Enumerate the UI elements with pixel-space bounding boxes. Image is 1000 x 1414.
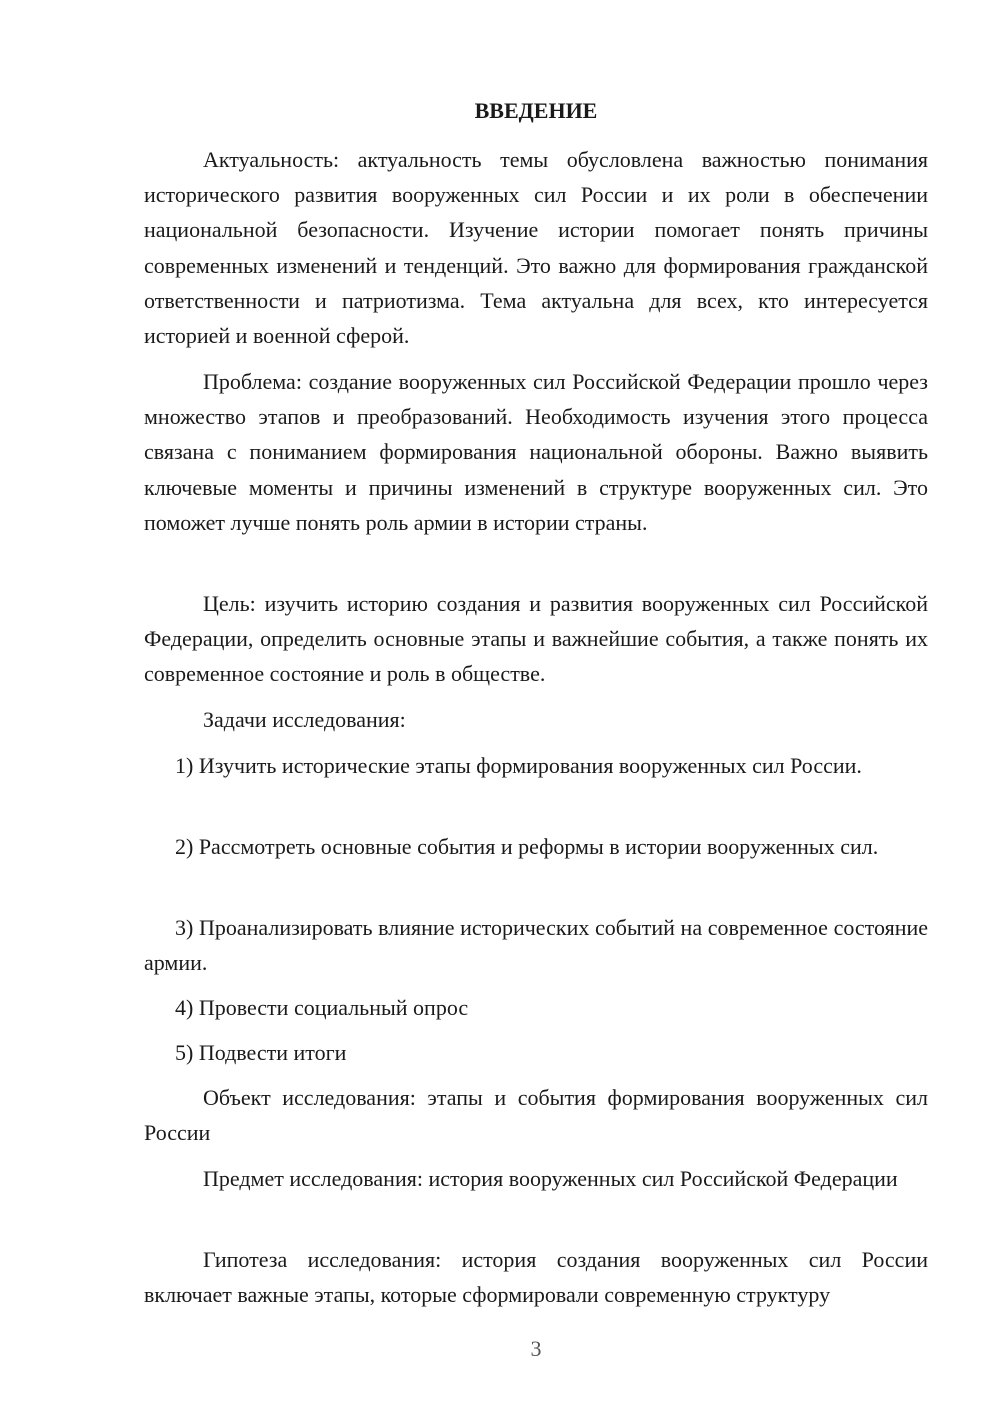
relevance-paragraph: Актуальность: актуальность темы обусловлена важностью понимания исторического развития вооруженных сил России и их роли в обеспечении национальной безопасности. Изучение истории помогает понять причины современных изменений и тенденций. Это важно для формирования гражданской ответственности и патриотизма. Тема актуальна для всех, кто интересуется историей и военной сферой. [144, 147, 928, 349]
task-item: 2) Рассмотреть основные события и реформы в истории вооруженных сил. [175, 834, 879, 859]
page-number: 3 [530, 1336, 542, 1361]
task-item: 5) Подвести итоги [175, 1040, 347, 1065]
hypothesis-paragraph: Гипотеза исследования: история создания вооруженных сил России включает важные этапы, которые сформировали современную структуру [144, 1247, 928, 1308]
task-item: 4) Провести социальный опрос [175, 995, 469, 1020]
task-item: 1) Изучить исторические этапы формирования вооруженных сил России. [175, 753, 862, 778]
problem-paragraph: Проблема: создание вооруженных сил Российской Федерации прошло через множество этапов и преобразований. Необходимость изучения этого процесса связана с пониманием формирования национальной обороны. Важно выявить ключевые моменты и причины изменений в структуре вооруженных сил. Это поможет лучше понять роль армии в истории страны. [144, 369, 928, 535]
task-item: 3) Проанализировать влияние исторических событий на современное состояние армии. [144, 915, 928, 976]
goal-paragraph: Цель: изучить историю создания и развития вооруженных сил Российской Федерации, определить основные этапы и важнейшие события, а также понять их современное состояние и роль в обществе. [144, 591, 928, 687]
tasks-heading: Задачи исследования: [203, 707, 406, 732]
page-title: ВВЕДЕНИЕ [474, 98, 598, 123]
object-paragraph: Объект исследования: этапы и события формирования вооруженных сил России [144, 1085, 928, 1146]
subject-paragraph: Предмет исследования: история вооруженных сил Российской Федерации [203, 1166, 898, 1191]
